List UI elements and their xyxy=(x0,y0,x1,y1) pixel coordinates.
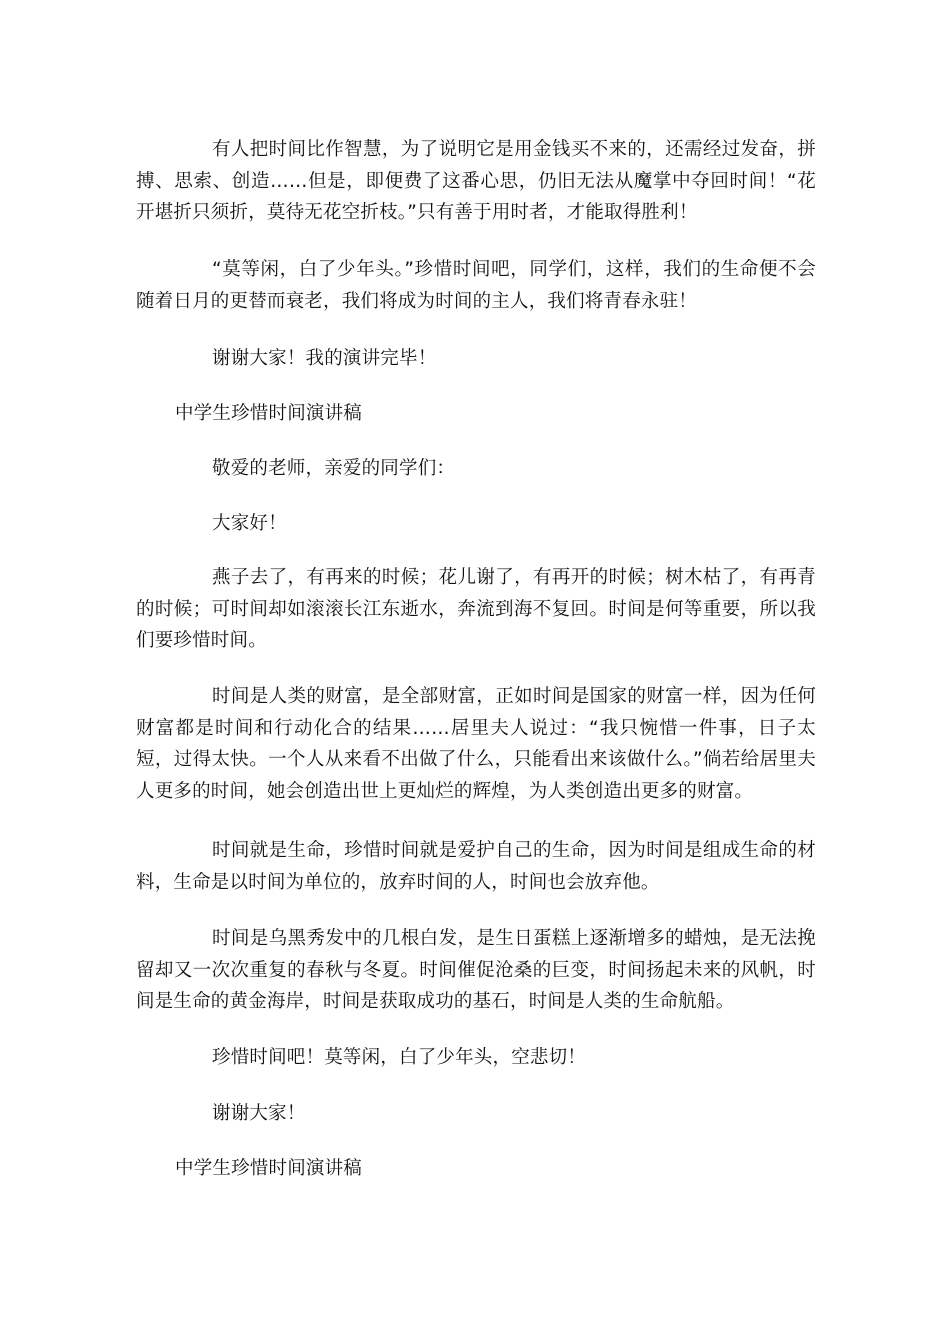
paragraph-life: 时间就是生命，珍惜时间就是爱护自己的生命，因为时间是组成生命的材料，生命是以时间为单位的，放弃时间的人，时间也会放弃他。 xyxy=(136,840,816,893)
hello-line: 大家好！ xyxy=(212,513,287,534)
paragraph-wealth: 时间是人类的财富，是全部财富，正如时间是国家的财富一样，因为任何财富都是时间和行动化合的结果……居里夫人说过：“我只惋惜一件事，日子太短，过得太快。一个人从来看不出做了什么，只能看出来该做什么。”倘若给居里夫人更多的时间，她会创造出世上更灿烂的辉煌，为人类创造出更多的财富。 xyxy=(136,686,816,802)
paragraph-thanks-end: 谢谢大家！我的演讲完毕！ xyxy=(212,348,437,369)
paragraph-white-hair: 时间是乌黑秀发中的几根白发，是生日蛋糕上逐渐增多的蜡烛，是无法挽留却又一次次重复的春秋与冬夏。时间催促沧桑的巨变，时间扬起未来的风帆，时间是生命的黄金海岸，时间是获取成功的基石，时间是人类的生命航船。 xyxy=(136,928,816,1012)
paragraph-swallows: 燕子去了，有再来的时候；花儿谢了，有再开的时候；树木枯了，有再青的时候；可时间却如滚滚长江东逝水，奔流到海不复回。时间是何等重要，所以我们要珍惜时间。 xyxy=(136,567,816,651)
paragraph-cherish-youth: “莫等闲，白了少年头。”珍惜时间吧，同学们，这样，我们的生命便不会随着日月的更替而衰老，我们将成为时间的主人，我们将青春永驻！ xyxy=(136,259,816,312)
paragraph-cherish-time: 珍惜时间吧！莫等闲，白了少年头，空悲切！ xyxy=(212,1047,587,1068)
paragraph-wisdom: 有人把时间比作智慧，为了说明它是用金钱买不来的，还需经过发奋，拼搏、思索、创造……但是，即便费了这番心思，仍旧无法从魔掌中夺回时间！“花开堪折只须折，莫待无花空折枝。”只有善于用时者，才能取得胜利！ xyxy=(136,139,816,223)
section-heading-1: 中学生珍惜时间演讲稿 xyxy=(175,403,363,424)
greeting-line: 敬爱的老师，亲爱的同学们： xyxy=(212,458,456,479)
section-heading-2: 中学生珍惜时间演讲稿 xyxy=(175,1158,363,1179)
paragraph-thanks: 谢谢大家！ xyxy=(212,1103,306,1124)
